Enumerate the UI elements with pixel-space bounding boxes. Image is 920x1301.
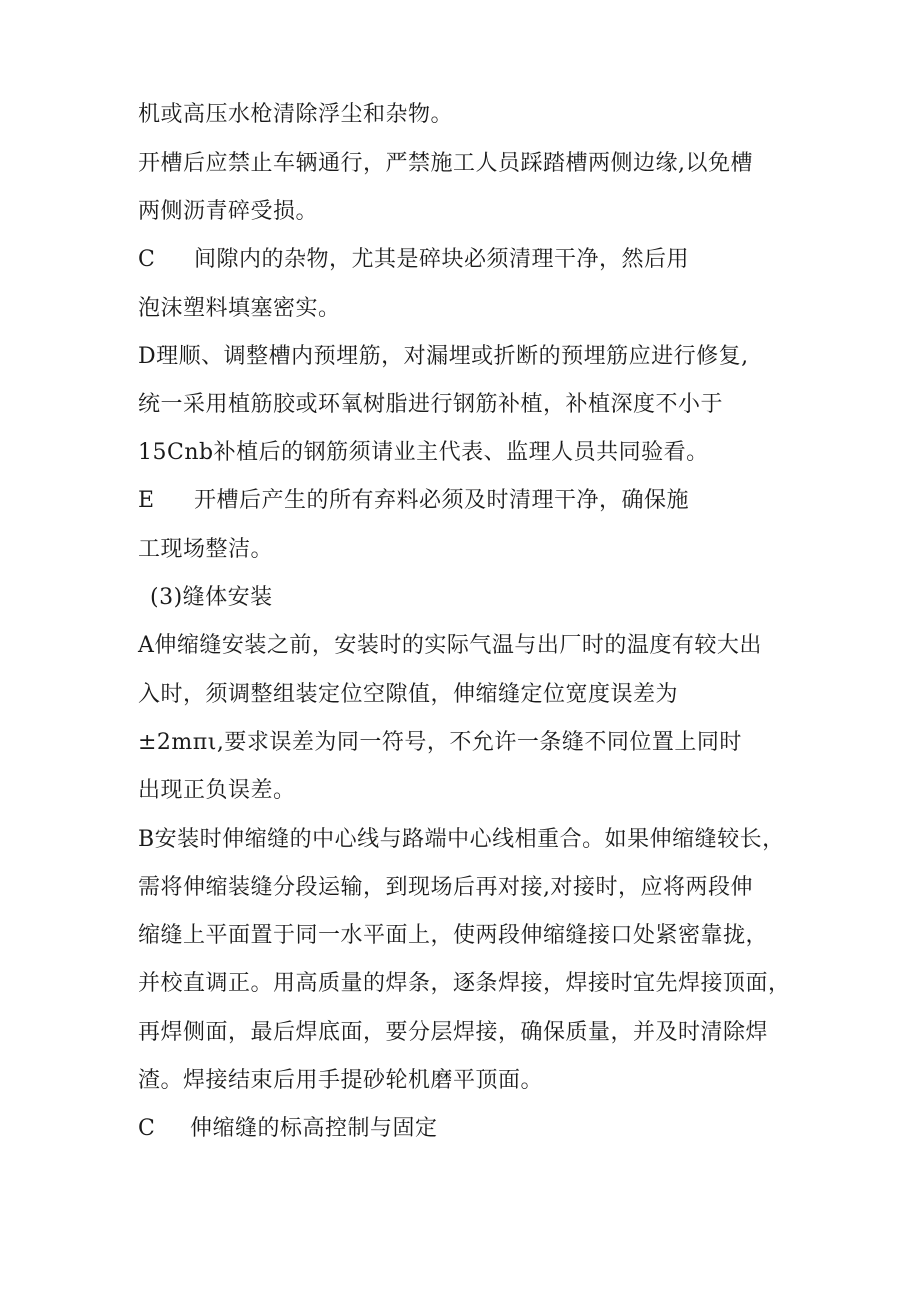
list-item-d: D理顺、调整槽内预埋筋，对漏埋或折断的预埋筋应进行修复, [138,344,749,369]
list-marker: E [138,488,155,513]
paragraph-line: 入时，须调整组装定位空隙值，伸缩缝定位宽度误差为 [138,682,679,707]
paragraph-line: 工现场整洁。 [138,537,274,562]
list-item-a: A伸缩缝安装之前，安装时的实际气温与出厂时的温度有较大出 [138,633,762,658]
paragraph-line: 渣。焊接结束后用手提砂轮机磨平顶面。 [138,1068,544,1093]
paragraph-line: 需将伸缩装缝分段运输，到现场后再对接,对接时，应将两段伸 [138,875,753,900]
paragraph-line: 15Cnb补植后的钢筋须请业主代表、监理人员共同验看。 [138,440,709,465]
list-item-c: C 伸缩缝的标高控制与固定 [138,1114,438,1144]
paragraph-line: 再焊侧面，最后焊底面，要分层焊接，确保质量，并及时清除焊 [138,1020,769,1045]
paragraph-line: 出现正负误差。 [138,778,296,803]
list-item-c: C 间隙内的杂物，尤其是碎块必须清理干净，然后用 [138,245,689,275]
paragraph-line: 统一采用植筋胶或环氧树脂进行钢筋补植，补植深度不小于 [138,392,724,417]
paragraph-line: 缩缝上平面置于同一水平面上，使两段伸缩缝接口处紧密靠拢， [138,923,769,948]
list-item-e: E 开槽后产生的所有弃料必须及时清理干净，确保施 [138,486,689,516]
paragraph-line: 机或高压水枪清除浮尘和杂物。 [138,102,454,127]
list-item-b: B安装时伸缩缝的中心线与路端中心线相重合。如果伸缩缝较长， [138,827,785,852]
paragraph-line: 泡沫塑料填塞密实。 [138,296,341,321]
list-marker: C [138,247,156,272]
section-heading: (3)缝体安装 [150,585,273,610]
paragraph-line: 两侧沥青碎受损。 [138,199,319,224]
list-marker: C [138,1116,156,1141]
paragraph-line: ±2mπι,要求误差为同一符号，不允许一条缝不同位置上同时 [138,730,742,755]
paragraph-line: 开槽后应禁止车辆通行，严禁施工人员踩踏槽两侧边缘,以免槽 [138,151,753,176]
paragraph-line: 并校直调正。用高质量的焊条，逐条焊接，焊接时宜先焊接顶面， [138,971,791,996]
